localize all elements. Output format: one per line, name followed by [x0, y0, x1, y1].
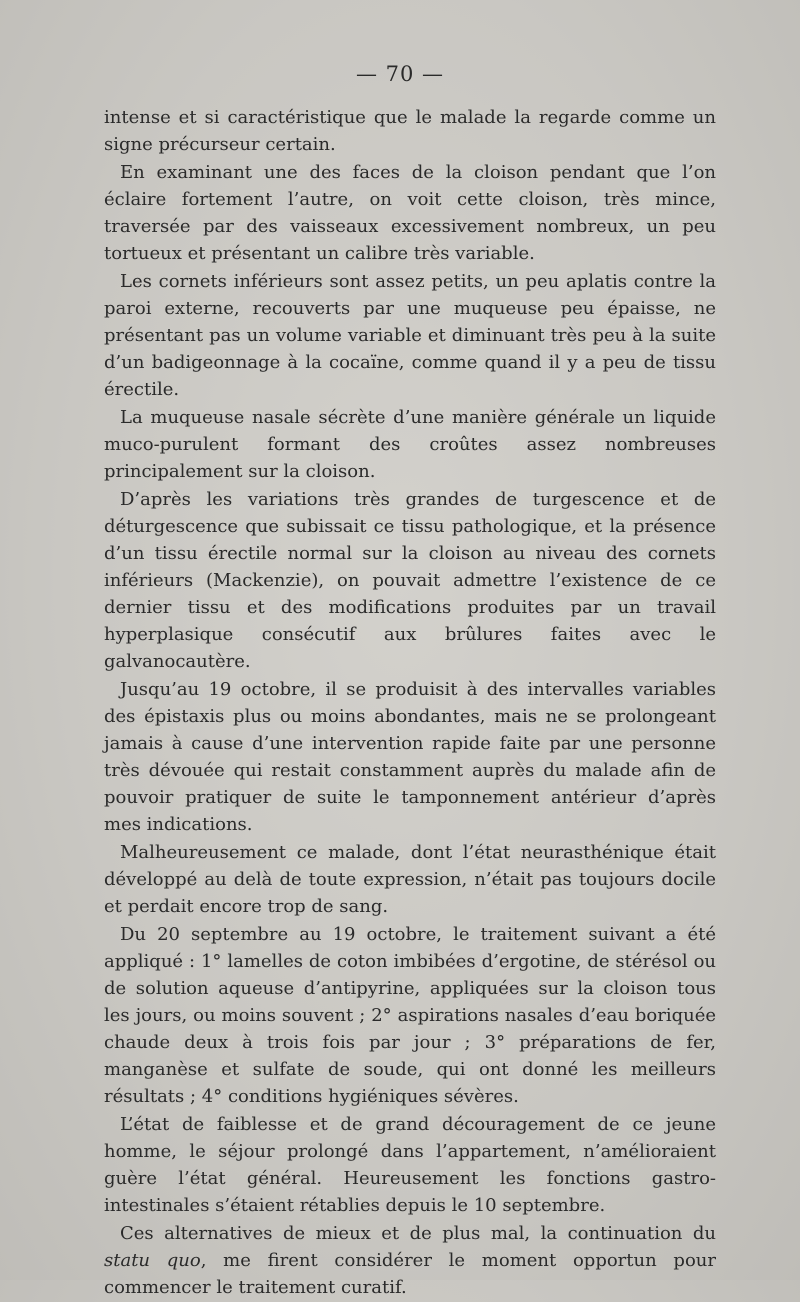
paragraph-10	[104, 1220, 716, 1301]
paragraph-10-start: Ces alternatives de mieux et de plus mal, la continuation du	[120, 1223, 716, 1244]
paragraph-5: D’après les variations très grandes de turgescence et de déturgescence que subissait ce tissu pathologique, et la présence d’un tissu érectile normal sur la cloison au niveau des cornets inférieurs (Mackenzie), on pouvait admettre l’existence de ce dernier tissu et des modifications produites par un travail hyperplasique consécutif aux brûlures faites avec le galvanocautère.	[104, 489, 716, 672]
page-number: — 70 —	[355, 62, 445, 86]
paragraph-1: intense et si caractéristique que le malade la regarde comme un signe précurseur certain.	[104, 107, 716, 155]
paragraph-2: En examinant une des faces de la cloison pendant que l’on éclaire fortement l’autre, on voit cette cloison, très mince, traversée par des vaisseaux excessivement nombreux, un peu tortueux et présentant un calibre très variable.	[104, 162, 716, 264]
paragraph-7: Malheureusement ce malade, dont l’état neurasthénique était développé au delà de toute expression, n’était pas toujours docile et perdait encore trop de sang.	[104, 842, 716, 917]
body-text	[104, 104, 716, 1302]
paragraph-10-italic: statu quo	[104, 1250, 201, 1271]
paragraph-8: Du 20 septembre au 19 octobre, le traitement suivant a été appliqué : 1° lamelles de coton imbibées d’ergotine, de stérésol ou de solution aqueuse d’antipyrine, appliquées sur la cloison tous les jours, ou moins souvent ; 2° aspirations nasales d’eau boriquée chaude deux à trois fois par jour ; 3° préparations de fer, manganèse et sulfate de soude, qui ont donné les meilleurs résultats ; 4° conditions hygiéniques sévères.	[104, 924, 716, 1107]
paragraph-3: Les cornets inférieurs sont assez petits, un peu aplatis contre la paroi externe, recouverts par une muqueuse peu épaisse, ne présentant pas un volume variable et diminuant très peu à la suite d’un badigeonnage à la cocaïne, comme quand il y a peu de tissu érectile.	[104, 271, 716, 400]
paragraph-9: L’état de faiblesse et de grand découragement de ce jeune homme, le séjour prolongé dans l’appartement, n’amélioraient guère l’état général. Heureusement les fonctions gastro-intestinales s’étaient rétablies depuis le 10 septembre.	[104, 1114, 716, 1216]
paragraph-10-end: , me firent considérer le moment opportun pour commencer le traitement curatif.	[104, 1250, 716, 1298]
paragraph-4: La muqueuse nasale sécrète d’une manière générale un liquide muco-purulent formant des croûtes assez nombreuses principalement sur la cloison.	[104, 407, 716, 482]
paragraph-6: Jusqu’au 19 octobre, il se produisit à des intervalles variables des épistaxis plus ou moins abondantes, mais ne se prolongeant jamais à cause d’une intervention rapide faite par une personne très dévouée qui restait constamment auprès du malade afin de pouvoir pratiquer de suite le tamponnement antérieur d’après mes indications.	[104, 679, 716, 835]
